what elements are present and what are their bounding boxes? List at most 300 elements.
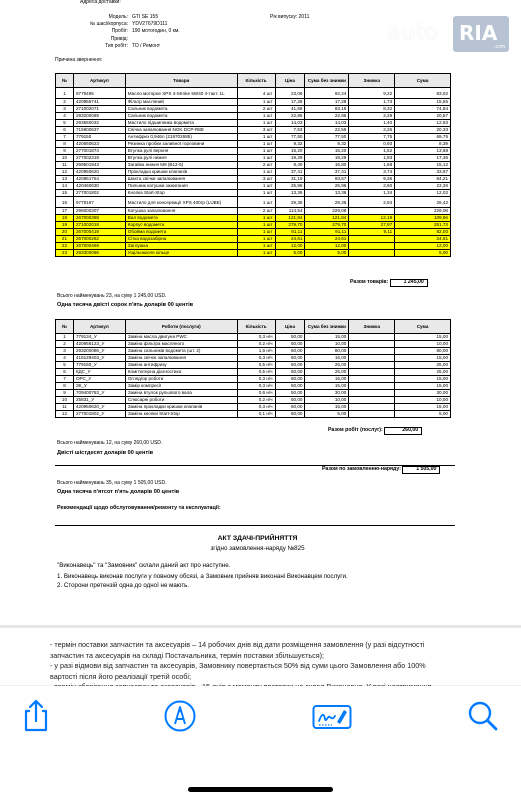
table-cell: 91,11	[275, 229, 305, 236]
services-total-label: Разом робіт (послуг):	[328, 427, 383, 433]
table-cell: 10	[56, 155, 74, 162]
table-cell: Загайка нижня М8 (В12-5)	[125, 162, 237, 169]
markup-icon	[163, 699, 197, 733]
column-header: Кількість	[237, 74, 275, 88]
table-cell: Слюсарні роботи	[125, 397, 237, 404]
table-cell: 8,32	[349, 106, 395, 113]
table-cell: 84,21	[395, 176, 451, 183]
table-cell: 10	[56, 397, 74, 404]
table-cell: 5	[56, 362, 74, 369]
order-total	[322, 466, 440, 474]
table-cell: 1,93	[349, 155, 395, 162]
table-cell: 82,00	[395, 229, 451, 236]
watermark-auto-text: auto	[387, 20, 439, 45]
table-row	[56, 397, 451, 404]
table-cell: 7	[56, 134, 74, 141]
table-cell: ЗК_У	[73, 383, 125, 390]
table-cell: 12,00	[305, 243, 349, 250]
table-cell: 251,73	[395, 222, 451, 229]
table-cell: 5,00	[395, 411, 451, 418]
services-table-body	[56, 334, 451, 418]
table-row	[56, 215, 451, 222]
table-cell: 25,00	[395, 362, 451, 369]
year-line: Рік випуску: 2011	[270, 14, 310, 20]
table-cell: 14,03	[305, 120, 349, 127]
table-cell: 27,97	[349, 222, 395, 229]
table-cell: 8,40	[275, 162, 305, 169]
services-count-text: Всього найменувань 12, на суму 260,00 USD.	[57, 440, 163, 446]
act-section	[50, 535, 465, 552]
page-divider	[0, 625, 521, 628]
parts-count-text: Всього найменувань 23, на суму 1 245,00 USD.	[57, 293, 167, 299]
column-header: Сума без знижки	[305, 320, 349, 334]
parts-table-body	[56, 88, 451, 257]
terms-line: вартості після його реалізації третій особі;	[50, 671, 192, 681]
parts-table-wrap	[55, 73, 451, 257]
table-cell: Сальник водомета	[125, 113, 237, 120]
table-cell: 7	[56, 376, 74, 383]
table-cell: 25,96	[275, 183, 305, 190]
table-row	[56, 411, 451, 418]
table-cell: 12,63	[395, 120, 451, 127]
table-cell: 41,58	[275, 106, 305, 113]
table-cell: 50,00	[275, 404, 305, 411]
table-cell: 8	[56, 383, 74, 390]
table-cell: 121,84	[305, 215, 349, 222]
signature-button[interactable]	[312, 698, 352, 734]
table-cell: 2	[56, 341, 74, 348]
order-total-label: Разом по замовленню-наряду:	[322, 466, 401, 472]
table-cell: 26,42	[395, 197, 451, 208]
delivery-address-label: Адреса доставки:	[80, 0, 121, 5]
worktype-line: Тип робіт: ТО / Ремонт	[105, 43, 161, 49]
table-cell: 3	[56, 348, 74, 355]
table-cell: 293550032	[73, 120, 125, 127]
table-cell: 6	[56, 127, 74, 134]
table-row	[56, 197, 451, 208]
table-cell: 25,00	[305, 369, 349, 376]
column-header: Артикул	[73, 320, 125, 334]
order-count-text: Всього найменувань 35, на суму 1 505,00 USD.	[57, 480, 167, 486]
share-icon	[21, 699, 51, 733]
table-cell: 9,22	[349, 88, 395, 99]
table-cell: 2	[56, 99, 74, 106]
table-cell: 50,00	[275, 334, 305, 341]
table-cell: 3 шт	[237, 127, 275, 134]
act-title: АКТ ЗДАЧІ-ПРИЙНЯТТЯ	[217, 535, 298, 542]
table-cell	[349, 404, 395, 411]
table-cell: 15,20	[275, 148, 305, 155]
column-header: Сума	[395, 320, 451, 334]
parts-total-label: Разом товарів:	[350, 279, 389, 285]
table-cell: 420956741	[73, 99, 125, 106]
table-cell: Заміна антифризу	[125, 362, 237, 369]
table-cell: 11	[56, 404, 74, 411]
table-cell: 0,2 н/ч	[237, 397, 275, 404]
table-cell: Антифриз 0,946л (219702685)	[125, 134, 237, 141]
table-cell: 12	[56, 169, 74, 176]
table-cell: 1 шт	[237, 183, 275, 190]
table-cell: 267000262	[73, 236, 125, 243]
table-row	[56, 113, 451, 120]
table-cell: Заміна прокладки кришки клапанів	[125, 404, 237, 411]
table-cell: 1 шт	[237, 113, 275, 120]
signature-icon	[312, 701, 352, 731]
terms-line: запчастин та аксесуарів на складі Постачальника, термін поставки збільшується);	[50, 650, 325, 660]
table-cell: 9,36	[349, 176, 395, 183]
table-row	[56, 229, 451, 236]
table-cell: 1,68	[349, 162, 395, 169]
table-cell: 92,24	[305, 88, 349, 99]
table-cell: 15,00	[395, 404, 451, 411]
table-cell: 1 шт	[237, 141, 275, 148]
table-row	[56, 208, 451, 215]
table-cell: 1 шт	[237, 250, 275, 257]
table-cell: 50,00	[275, 362, 305, 369]
table-cell: 293200089	[73, 113, 125, 120]
table-cell: 269501943	[73, 162, 125, 169]
table-cell: 1 шт	[237, 236, 275, 243]
table-cell: 3 шт	[237, 176, 275, 183]
table-cell: 0,1 н/ч	[237, 411, 275, 418]
table-cell: 1 шт	[237, 215, 275, 222]
table-cell: 16,80	[305, 162, 349, 169]
table-cell: 5	[56, 120, 74, 127]
table-row	[56, 183, 451, 190]
table-cell: 7,53	[275, 127, 305, 134]
table-cell: 15,00	[395, 334, 451, 341]
table-cell	[349, 236, 395, 243]
table-cell: Сітка водозабірна	[125, 236, 237, 243]
table-cell: 9	[56, 148, 74, 155]
table-cell: 9,32	[275, 141, 305, 148]
table-row	[56, 369, 451, 376]
complaint-label: Причина звернення:	[55, 57, 103, 63]
table-cell: Заміна втулок рульового вала	[125, 390, 237, 397]
table-cell: 0,5 н/ч	[237, 362, 275, 369]
table-row	[56, 120, 451, 127]
table-cell: 50,00	[275, 411, 305, 418]
table-cell	[349, 369, 395, 376]
table-cell: 25831_У	[73, 397, 125, 404]
bottom-toolbar	[0, 686, 521, 800]
table-cell: 50,00	[275, 383, 305, 390]
table-cell: 15,00	[305, 404, 349, 411]
table-cell: 1 шт	[237, 222, 275, 229]
table-cell: 267000469	[73, 243, 125, 250]
table-cell: 279,70	[305, 222, 349, 229]
column-header: Ціна	[275, 74, 305, 88]
table-cell: 23	[56, 250, 74, 257]
act-item-1: 1. Виконавець виконав послуги у повному обсязі, а Замовник прийняв виконані Виконавцем послуги.	[57, 573, 348, 580]
table-cell: 4	[56, 355, 74, 362]
table-cell: 277001874	[73, 148, 125, 155]
table-cell: 1 шт	[237, 190, 275, 197]
table-cell: 33,67	[395, 169, 451, 176]
table-cell: 15,00	[305, 355, 349, 362]
table-cell: 15,00	[395, 376, 451, 383]
table-cell: 22,59	[305, 127, 349, 134]
table-row	[56, 243, 451, 250]
table-cell: 50,00	[275, 355, 305, 362]
table-cell: 1,52	[349, 148, 395, 155]
table-cell: 18	[56, 215, 74, 222]
table-cell: 9,11	[349, 229, 395, 236]
table-cell: 15,12	[395, 162, 451, 169]
table-cell: Втулка рулі верхня	[125, 148, 237, 155]
table-cell: 29,36	[305, 197, 349, 208]
table-cell: 779150	[73, 134, 125, 141]
table-cell: 0,2 н/ч	[237, 341, 275, 348]
table-cell: 420950620_У	[73, 404, 125, 411]
table-cell: 23,36	[395, 183, 451, 190]
table-cell: 21	[56, 236, 74, 243]
table-cell	[349, 243, 395, 250]
terms-line: - у разі відмови від запчастин та аксесуарів, Замовнику повертається 50% від суми цього Замовлення або 100%	[50, 661, 426, 671]
table-cell: 50,00	[275, 390, 305, 397]
table-cell: 20	[56, 229, 74, 236]
table-cell: 709400783_У	[73, 390, 125, 397]
table-cell: 1,34	[349, 190, 395, 197]
column-header: Роботи (послуги)	[125, 320, 237, 334]
table-row	[56, 162, 451, 169]
table-cell: 13,68	[395, 148, 451, 155]
table-cell: Огляд/ор роботи	[125, 376, 237, 383]
table-cell: 80,00	[395, 348, 451, 355]
table-cell: КДС_У	[73, 369, 125, 376]
table-row	[56, 236, 451, 243]
table-cell: 0,3 н/ч	[237, 404, 275, 411]
table-cell	[349, 390, 395, 397]
table-cell: 25,00	[305, 362, 349, 369]
table-cell: 12	[56, 411, 74, 418]
parts-table	[55, 73, 451, 257]
table-cell: 12,00	[275, 243, 305, 250]
table-cell: 77,50	[275, 134, 305, 141]
table-cell: 1 шт	[237, 243, 275, 250]
table-cell: 420660623	[73, 141, 125, 148]
table-cell: 267000388	[73, 215, 125, 222]
table-row	[56, 127, 451, 134]
table-cell	[349, 341, 395, 348]
table-cell: 2 шт	[237, 162, 275, 169]
home-indicator	[188, 787, 333, 792]
table-cell: 0,6 н/ч	[237, 390, 275, 397]
table-cell: Фільтр масляний	[125, 99, 237, 106]
table-cell: 2,29	[349, 113, 395, 120]
column-header: Товари	[125, 74, 237, 88]
act-divider	[55, 525, 455, 526]
table-cell: Прокладка кришки клапанів	[125, 169, 237, 176]
table-cell: 2,60	[349, 183, 395, 190]
table-row	[56, 376, 451, 383]
table-cell: 69,75	[395, 134, 451, 141]
table-cell: Сальник водомета	[125, 106, 237, 113]
table-cell: 9779495	[73, 88, 125, 99]
table-cell: 1,6 н/ч	[237, 348, 275, 355]
table-cell: 5,00	[305, 250, 349, 257]
table-cell: 15,00	[395, 383, 451, 390]
search-icon	[467, 700, 499, 732]
table-cell: 9	[56, 390, 74, 397]
table-cell: 420851754	[73, 176, 125, 183]
table-cell: 50,00	[275, 369, 305, 376]
table-row	[56, 355, 451, 362]
table-cell: Заміна масла двигуна PWC	[125, 334, 237, 341]
table-cell: 24,61	[395, 236, 451, 243]
table-cell: 420950620	[73, 169, 125, 176]
table-cell: 17,28	[275, 99, 305, 106]
services-table-header	[56, 320, 451, 334]
parts-table-header	[56, 74, 451, 88]
table-cell: Пильник катушки зажигания	[125, 183, 237, 190]
table-cell: 80,00	[305, 348, 349, 355]
model-line: Модель: GTI SE 155	[108, 14, 159, 20]
table-cell: 15,00	[395, 355, 451, 362]
table-cell: 22,85	[275, 113, 305, 120]
table-cell: 5,00	[305, 411, 349, 418]
table-cell	[349, 397, 395, 404]
table-cell: 17,36	[395, 155, 451, 162]
table-cell: Замір компресії	[125, 383, 237, 390]
recommendations-heading: Рекомендації щодо обслуговування/ремонту та експлуатації:	[57, 505, 221, 511]
order-amount-words: Одна тисяча п'ятсот п'ять доларів 00 центів	[57, 489, 180, 495]
table-row	[56, 155, 451, 162]
table-cell: Кнопка Start-Stop	[125, 190, 237, 197]
watermark-ria-domain: .com	[494, 44, 505, 50]
markup-button[interactable]	[162, 698, 198, 734]
table-cell: 0,93	[349, 141, 395, 148]
share-button[interactable]	[18, 698, 54, 734]
table-cell: 10,00	[395, 341, 451, 348]
table-cell: Заміна фільтра масляного	[125, 341, 237, 348]
table-row	[56, 390, 451, 397]
table-cell: 15,55	[395, 99, 451, 106]
table-row	[56, 334, 451, 341]
table-cell: Резинка пробки заливної горловини	[125, 141, 237, 148]
table-cell: 2,94	[349, 197, 395, 208]
table-cell: 271002018	[73, 222, 125, 229]
table-cell: 9779167	[73, 197, 125, 208]
table-cell: 13,36	[275, 190, 305, 197]
table-cell: 779150_У	[73, 362, 125, 369]
table-cell: 24,61	[275, 236, 305, 243]
table-cell: Обойма водомета	[125, 229, 237, 236]
table-cell: 37,41	[305, 169, 349, 176]
table-row	[56, 222, 451, 229]
table-cell: 17	[56, 208, 74, 215]
table-cell: 15,20	[305, 148, 349, 155]
table-cell	[349, 348, 395, 355]
table-cell: 1 шт	[237, 155, 275, 162]
table-cell: 1 шт	[237, 197, 275, 208]
table-cell: 0,3 н/ч	[237, 383, 275, 390]
reason-line: Привід:	[110, 36, 128, 42]
parts-total	[350, 279, 428, 287]
table-cell: 1,73	[349, 99, 395, 106]
services-table-wrap	[55, 319, 451, 418]
table-row	[56, 250, 451, 257]
table-cell: 74,84	[395, 106, 451, 113]
table-cell: 1	[56, 88, 74, 99]
watermark-ria-text: RIA	[459, 21, 498, 45]
table-row	[56, 106, 451, 113]
column-header: Знижка	[349, 74, 395, 88]
table-cell: Заглушка	[125, 243, 237, 250]
table-cell: 91,11	[305, 229, 349, 236]
table-cell: 19,29	[305, 155, 349, 162]
table-cell: 22	[56, 243, 74, 250]
table-cell: 779134_У	[73, 334, 125, 341]
table-cell	[349, 362, 395, 369]
table-cell: Шахта свічки запалювання	[125, 176, 237, 183]
table-cell: 415129403_У	[73, 355, 125, 362]
table-cell: 1 шт	[237, 229, 275, 236]
table-cell: 5,00	[395, 250, 451, 257]
table-cell: 10,00	[305, 341, 349, 348]
table-cell: Свічка запалювання NGK DCP-R8E	[125, 127, 237, 134]
table-cell: 277001802_У	[73, 411, 125, 418]
column-header: Сума	[395, 74, 451, 88]
table-cell: 271002071	[73, 106, 125, 113]
table-cell: 1,40	[349, 120, 395, 127]
table-cell: 16	[56, 197, 74, 208]
table-cell: 29,36	[275, 197, 305, 208]
table-cell: Катушка запалювання	[125, 208, 237, 215]
table-row	[56, 341, 451, 348]
table-cell	[349, 250, 395, 257]
table-cell: 2,26	[349, 127, 395, 134]
table-cell: 4 шт	[237, 88, 275, 99]
table-cell: 23,06	[275, 88, 305, 99]
table-cell	[349, 383, 395, 390]
auto-ria-watermark	[381, 14, 521, 54]
table-cell: 50,00	[275, 348, 305, 355]
table-cell: 8	[56, 141, 74, 148]
table-cell: 12,02	[395, 190, 451, 197]
table-cell: 83,16	[305, 106, 349, 113]
table-row	[56, 190, 451, 197]
table-row	[56, 99, 451, 106]
table-cell: Мастило підшипника водомета	[125, 120, 237, 127]
table-row	[56, 88, 451, 99]
table-cell: 22,86	[305, 113, 349, 120]
table-cell: Корпус водомета	[125, 222, 237, 229]
table-cell: ОРС_У	[73, 376, 125, 383]
table-cell: 279,70	[275, 222, 305, 229]
table-cell: 2 шт	[237, 106, 275, 113]
table-cell: 24,61	[305, 236, 349, 243]
table-cell: 83,02	[395, 88, 451, 99]
order-total-value: 1 505,00	[402, 466, 440, 474]
table-cell: 15,00	[305, 383, 349, 390]
table-cell: 25,96	[305, 183, 349, 190]
table-cell: 3	[56, 106, 74, 113]
table-cell: 37,41	[275, 169, 305, 176]
table-cell: 296000307	[73, 208, 125, 215]
table-cell: 30,00	[395, 390, 451, 397]
table-cell: 25,00	[395, 369, 451, 376]
column-header: Знижка	[349, 320, 395, 334]
table-row	[56, 348, 451, 355]
table-row	[56, 148, 451, 155]
watermark-ria-badge	[453, 16, 509, 52]
table-cell: 9,32	[305, 141, 349, 148]
table-cell: 77,50	[305, 134, 349, 141]
column-header: Кількість	[237, 320, 275, 334]
search-button[interactable]	[465, 698, 501, 734]
table-cell: 229,08	[395, 208, 451, 215]
